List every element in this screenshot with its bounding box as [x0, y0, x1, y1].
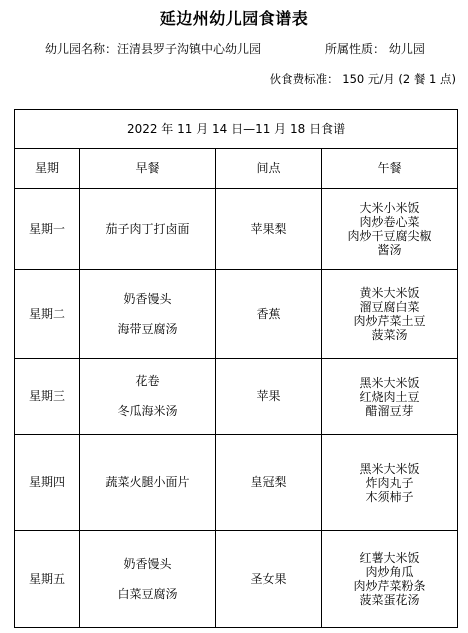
snack-cell: 苹果梨 [216, 189, 322, 270]
breakfast-item: 奶香馒头 [123, 291, 172, 306]
lunch-item: 黄米大米饭 [359, 286, 420, 300]
table-row [15, 270, 458, 359]
breakfast-cell [80, 270, 216, 359]
day-cell: 星期一 [15, 189, 80, 270]
snack-cell: 苹果 [216, 359, 322, 435]
snack-cell: 香蕉 [216, 270, 322, 359]
lunch-item: 肉炒芹菜土豆 [353, 314, 426, 328]
lunch-cell [322, 359, 458, 435]
menu-table [14, 109, 458, 628]
table-row [15, 531, 458, 628]
day-cell: 星期四 [15, 435, 80, 531]
lunch-cell [322, 531, 458, 628]
meal-fee-standard: 伙食费标准： 150 元/月 (2 餐 1 点) [269, 72, 456, 86]
breakfast-item: 海带豆腐汤 [117, 321, 178, 336]
lunch-item: 红薯大米饭 [359, 551, 420, 565]
lunch-cell [322, 189, 458, 270]
lunch-item: 肉炒卷心菜 [359, 215, 420, 229]
breakfast-item: 蔬菜火腿小面片 [105, 475, 190, 489]
lunch-item: 酱汤 [377, 243, 402, 257]
table-row [15, 189, 458, 270]
lunch-item: 肉炒芹菜粉条 [353, 579, 426, 593]
breakfast-item: 茄子肉丁打卤面 [105, 221, 190, 236]
column-header-breakfast: 早餐 [80, 149, 216, 189]
lunch-item: 木须柿子 [365, 489, 414, 504]
kindergarten-name: 幼儿园名称：汪清县罗子沟镇中心幼儿园 [45, 42, 262, 56]
breakfast-cell [80, 435, 216, 531]
day-cell: 星期三 [15, 359, 80, 435]
lunch-item: 肉炒干豆腐尖椒 [347, 229, 432, 243]
day-cell: 星期五 [15, 531, 80, 628]
breakfast-cell [80, 531, 216, 628]
snack-cell: 皇冠梨 [216, 435, 322, 531]
breakfast-item: 冬瓜海米汤 [117, 404, 178, 418]
breakfast-cell [80, 359, 216, 435]
lunch-item: 黑米大米饭 [359, 375, 420, 390]
breakfast-item: 奶香馒头 [123, 556, 172, 571]
table-row [15, 359, 458, 435]
page-title: 延边州幼儿园食谱表 [159, 9, 309, 28]
lunch-item: 大米小米饭 [359, 201, 420, 215]
lunch-item: 肉炒角瓜 [365, 565, 414, 579]
breakfast-item: 白菜豆腐汤 [117, 586, 178, 601]
lunch-item: 黑米大米饭 [359, 461, 420, 476]
lunch-cell [322, 270, 458, 359]
lunch-item: 醋溜豆芽 [365, 403, 414, 418]
lunch-item: 红烧肉土豆 [359, 389, 420, 404]
breakfast-cell [80, 189, 216, 270]
column-header-snack: 间点 [216, 149, 322, 189]
header-row [15, 149, 458, 189]
day-cell: 星期二 [15, 270, 80, 359]
column-header-lunch: 午餐 [322, 149, 458, 189]
kindergarten-type: 所属性质： 幼儿园 [325, 42, 425, 56]
lunch-item: 菠菜汤 [371, 328, 408, 342]
week-range: 2022 年 11 月 14 日—11 月 18 日食谱 [15, 110, 458, 149]
breakfast-item: 花卷 [135, 374, 160, 388]
table-row [15, 435, 458, 531]
lunch-item: 炸肉丸子 [365, 475, 414, 490]
lunch-cell [322, 435, 458, 531]
column-header-day: 星期 [15, 149, 80, 189]
lunch-item: 溜豆腐白菜 [359, 300, 420, 314]
lunch-item: 菠菜蛋花汤 [359, 593, 420, 607]
snack-cell: 圣女果 [216, 531, 322, 628]
